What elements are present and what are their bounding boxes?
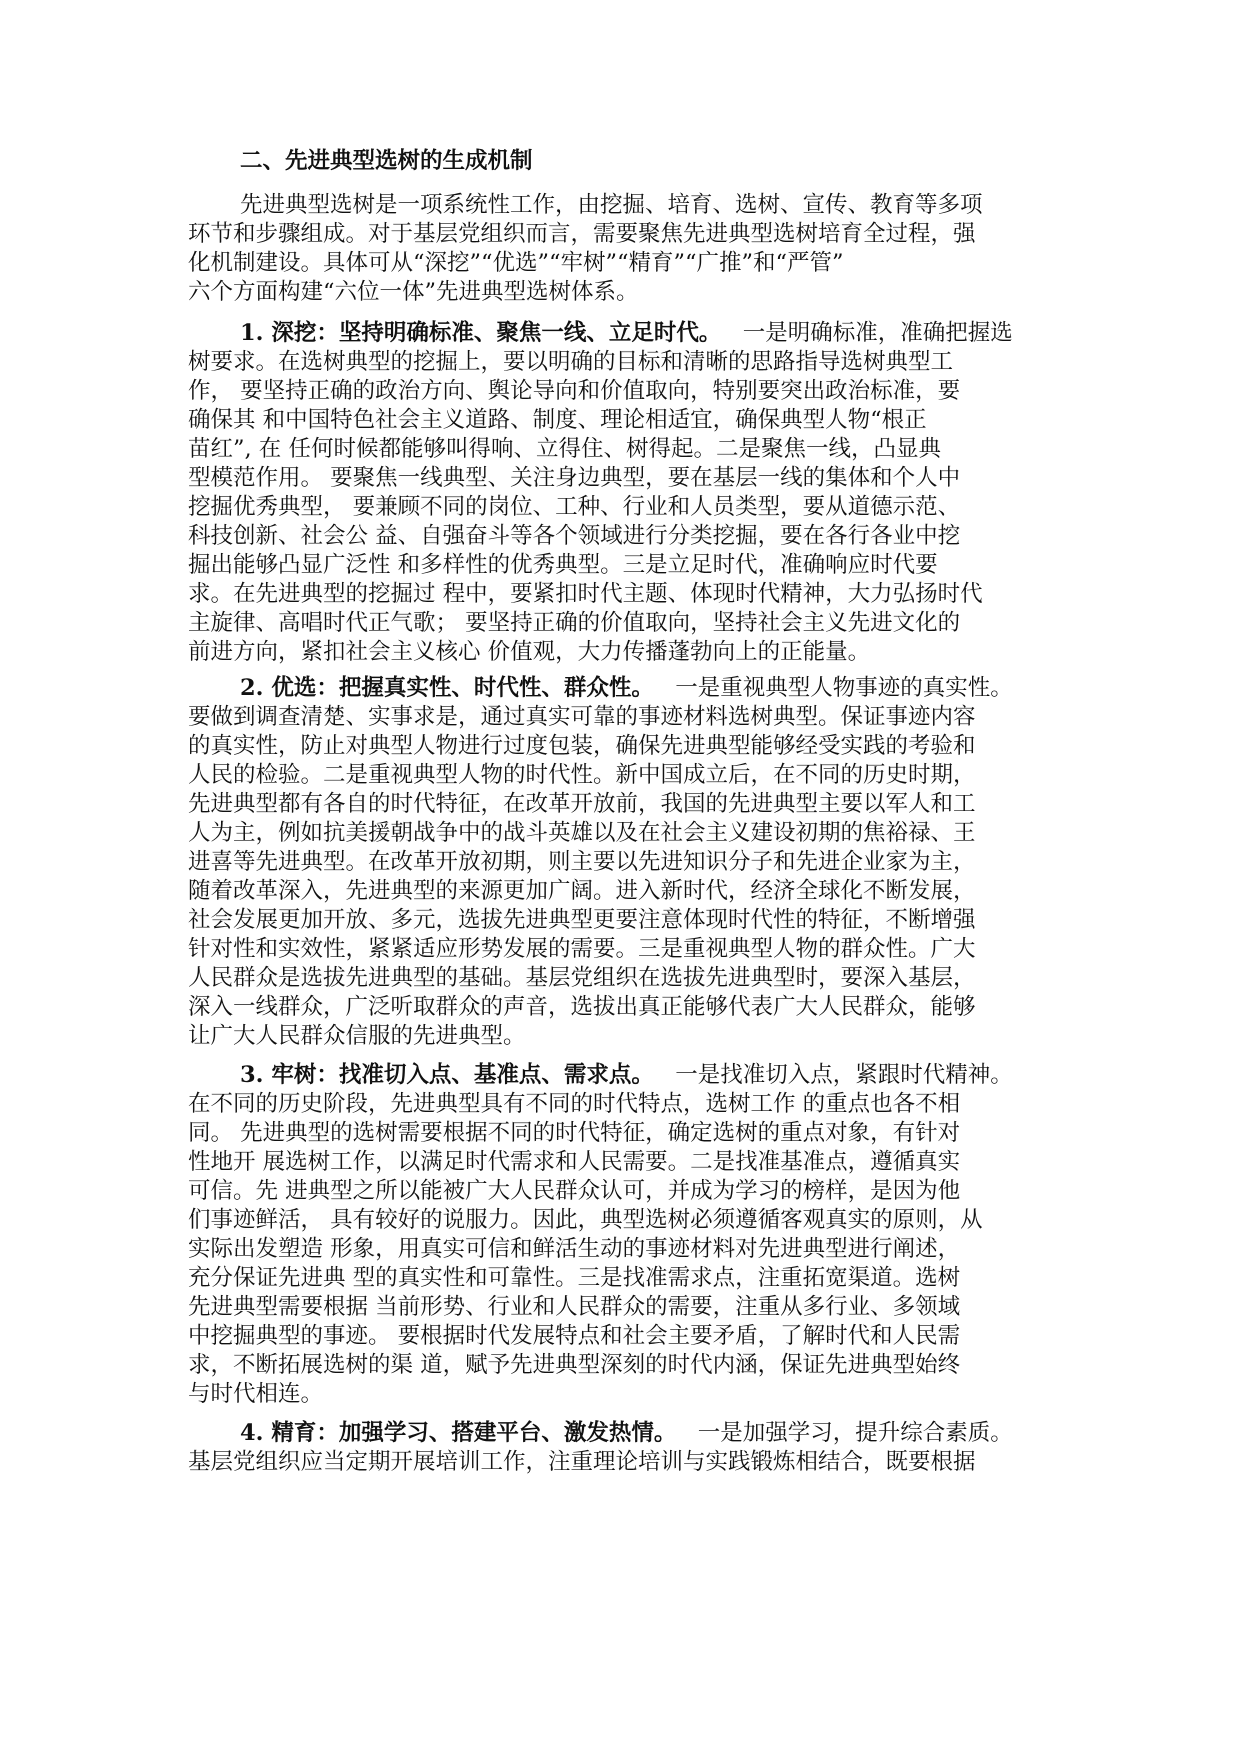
- paragraph-line: 可信。先 进典型之所以能被广大人民群众认可，并成为学习的榜样，是因为他: [188, 1178, 961, 1204]
- paragraph-line: 先进典型都有各自的时代特征，在改革开放前，我国的先进典型主要以军人和工: [188, 791, 976, 817]
- paragraph-line: 求。在先进典型的挖掘过 程中，要紧扣时代主题、体现时代精神，大力弘扬时代: [188, 581, 983, 607]
- paragraph-line: 人民的检验。二是重视典型人物的时代性。新中国成立后，在不同的历史时期，: [188, 762, 976, 788]
- paragraph-line: 在不同的历史阶段，先进典型具有不同的时代特点，选树工作 的重点也各不相: [188, 1091, 961, 1117]
- paragraph-line: 随着改革深入，先进典型的来源更加广阔。进入新时代，经济全球化不断发展，: [188, 878, 976, 904]
- item-2-first-line: [240, 673, 1013, 703]
- paragraph-line: 中挖掘典型的事迹。 要根据时代发展特点和社会主要矛盾，了解时代和人民需: [188, 1323, 961, 1349]
- item-3-text: 一是找准切入点，紧跟时代精神。: [675, 1062, 1013, 1088]
- section-heading: 二、先进典型选树的生成机制: [240, 148, 533, 174]
- item-2-title: 2. 优选：把握真实性、时代性、群众性。: [240, 675, 654, 701]
- intro-line: 化机制建设。具体可从“深挖”“优选”“牢树”“精育”“广推”和“严管”: [188, 250, 844, 276]
- paragraph-line: 主旋律、高唱时代正气歌； 要坚持正确的价值取向，坚持社会主义先进文化的: [188, 610, 961, 636]
- intro-line: 先进典型选树是一项系统性工作，由挖掘、培育、选树、宣传、教育等多项: [240, 192, 983, 218]
- paragraph-line: 基层党组织应当定期开展培训工作，注重理论培训与实践锻炼相结合，既要根据: [188, 1449, 976, 1475]
- item-2-text: 一是重视典型人物事迹的真实性。: [675, 675, 1013, 701]
- paragraph-line: 要做到调查清楚、实事求是，通过真实可靠的事迹材料选树典型。保证事迹内容: [188, 704, 976, 730]
- paragraph-line: 充分保证先进典 型的真实性和可靠性。三是找准需求点，注重拓宽渠道。选树: [188, 1265, 961, 1291]
- item-4-text: 一是加强学习，提升综合素质。: [697, 1420, 1013, 1446]
- item-3-title: 3. 牢树：找准切入点、基准点、需求点。: [240, 1062, 654, 1088]
- paragraph-line: 同。 先进典型的选树需要根据不同的时代特征，确定选树的重点对象，有针对: [188, 1120, 961, 1146]
- paragraph-line: 先进典型需要根据 当前形势、行业和人民群众的需要，注重从多行业、多领域: [188, 1294, 961, 1320]
- paragraph-line: 进喜等先进典型。在改革开放初期，则主要以先进知识分子和先进企业家为主，: [188, 849, 976, 875]
- paragraph-line: 求，不断拓展选树的渠 道，赋予先进典型深刻的时代内涵，保证先进典型始终: [188, 1352, 961, 1378]
- paragraph-line: 性地开 展选树工作，以满足时代需求和人民需要。二是找准基准点，遵循真实: [188, 1149, 961, 1175]
- intro-line: 六个方面构建“六位一体”先进典型选树体系。: [188, 279, 639, 305]
- paragraph-line: 与时代相连。: [188, 1381, 324, 1407]
- item-4-title: 4. 精育：加强学习、搭建平台、激发热情。: [240, 1420, 677, 1446]
- paragraph-line: 的真实性，防止对典型人物进行过度包装，确保先进典型能够经受实践的考验和: [188, 733, 976, 759]
- item-1-title: 1. 深挖：坚持明确标准、聚焦一线、立足时代。: [240, 320, 722, 346]
- paragraph-line: 社会发展更加开放、多元，选拔先进典型更要注意体现时代性的特征，不断增强: [188, 907, 976, 933]
- paragraph-line: 确保其 和中国特色社会主义道路、制度、理论相适宜，确保典型人物“根正: [188, 407, 927, 433]
- paragraph-line: 前进方向，紧扣社会主义核心 价值观，大力传播蓬勃向上的正能量。: [188, 639, 871, 665]
- paragraph-line: 树要求。在选树典型的挖掘上，要以明确的目标和清晰的思路指导选树典型工: [188, 349, 954, 375]
- paragraph-line: 挖掘优秀典型， 要兼顾不同的岗位、工种、行业和人员类型，要从道德示范、: [188, 494, 961, 520]
- paragraph-line: 人民群众是选拔先进典型的基础。基层党组织在选拔先进典型时，要深入基层，: [188, 965, 976, 991]
- paragraph-line: 实际出发塑造 形象，用真实可信和鲜活生动的事迹材料对先进典型进行阐述，: [188, 1236, 961, 1262]
- paragraph-line: 作， 要坚持正确的政治方向、舆论导向和价值取向，特别要突出政治标准，要: [188, 378, 961, 404]
- paragraph-line: 让广大人民群众信服的先进典型。: [188, 1023, 526, 1049]
- item-1-text: 一是明确标准，准确把握选: [742, 320, 1013, 346]
- item-4-first-line: [240, 1418, 1013, 1448]
- paragraph-line: 针对性和实效性，紧紧适应形势发展的需要。三是重视典型人物的群众性。广大: [188, 936, 976, 962]
- item-1-first-line: [240, 318, 1013, 348]
- paragraph-line: 苗红”, 在 任何时候都能够叫得响、立得住、树得起。二是聚焦一线，凸显典: [188, 436, 941, 462]
- item-3-first-line: [240, 1060, 1013, 1090]
- intro-line: 环节和步骤组成。对于基层党组织而言，需要聚焦先进典型选树培育全过程，强: [188, 221, 976, 247]
- paragraph-line: 深入一线群众，广泛听取群众的声音，选拔出真正能够代表广大人民群众，能够: [188, 994, 976, 1020]
- paragraph-line: 科技创新、社会公 益、自强奋斗等各个领域进行分类挖掘，要在各行各业中挖: [188, 523, 961, 549]
- paragraph-line: 人为主，例如抗美援朝战争中的战斗英雄以及在社会主义建设初期的焦裕禄、王: [188, 820, 976, 846]
- paragraph-line: 们事迹鲜活， 具有较好的说服力。因此，典型选树必须遵循客观真实的原则，从: [188, 1207, 983, 1233]
- paragraph-line: 型模范作用。 要聚焦一线典型、关注身边典型，要在基层一线的集体和个人中: [188, 465, 961, 491]
- paragraph-line: 掘出能够凸显广泛性 和多样性的优秀典型。三是立足时代，准确响应时代要: [188, 552, 938, 578]
